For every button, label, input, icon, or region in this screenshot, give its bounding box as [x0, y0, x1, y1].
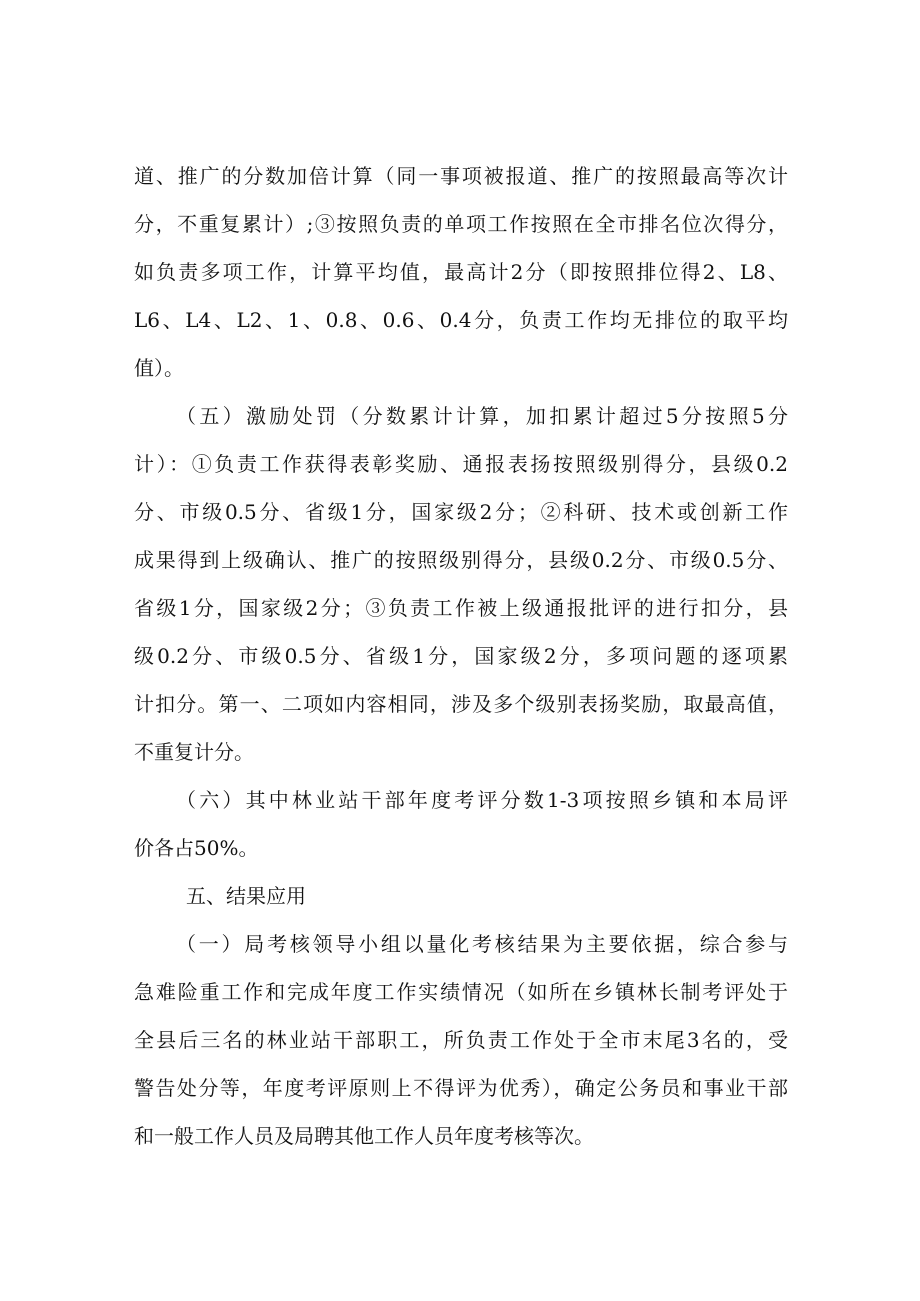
text-line: 计扣分。第一、二项如内容相同，涉及多个级别表扬奖励，取最高值， — [134, 692, 788, 716]
text-line: 分、市级0.5分、省级1分，国家级2分；②科研、技术或创新工作 — [134, 500, 788, 524]
text-line: 警告处分等，年度考评原则上不得评为优秀），确定公务员和事业干部 — [134, 1076, 788, 1100]
section-heading — [134, 872, 788, 920]
section-title: 五、结果应用 — [186, 884, 306, 908]
text-line: （一）局考核领导小组以量化考核结果为主要依据，综合参与 — [176, 932, 788, 956]
text-line: 全县后三名的林业站干部职工，所负责工作处于全市末尾3名的，受 — [134, 1028, 788, 1052]
text-line: （六）其中林业站干部年度考评分数1-3项按照乡镇和本局评 — [176, 788, 788, 812]
paragraph-incentive-penalty — [134, 392, 788, 776]
text-line: 计）：①负责工作获得表彰奖励、通报表扬按照级别得分，县级0.2 — [134, 452, 788, 476]
text-line: 值）。 — [134, 356, 184, 380]
paragraph-continuation — [134, 152, 788, 392]
text-line: 价各占50%。 — [134, 836, 259, 860]
text-line: 级0.2分、市级0.5分、省级1分，国家级2分，多项问题的逐项累 — [134, 644, 788, 668]
document-body — [134, 152, 788, 1160]
text-line: 急难险重工作和完成年度工作实绩情况（如所在乡镇林长制考评处于 — [134, 980, 788, 1004]
text-line: 省级1分，国家级2分；③负责工作被上级通报批评的进行扣分，县 — [134, 596, 788, 620]
text-line: 道、推广的分数加倍计算（同一事项被报道、推广的按照最高等次计 — [134, 164, 788, 188]
text-line: 和一般工作人员及局聘其他工作人员年度考核等次。 — [134, 1124, 594, 1148]
text-line: 如负责多项工作，计算平均值，最高计2分（即按照排位得2、L8、 — [134, 260, 788, 284]
paragraph-result-application — [134, 920, 788, 1160]
text-line: 分，不重复累计）;③按照负责的单项工作按照在全市排名位次得分， — [134, 212, 788, 236]
text-line: 成果得到上级确认、推广的按照级别得分，县级0.2分、市级0.5分、 — [134, 548, 788, 572]
text-line: L6、L4、L2、1、0.8、0.6、0.4分，负责工作均无排位的取平均 — [134, 308, 788, 332]
paragraph-forestry-station — [134, 776, 788, 872]
text-line: （五）激励处罚（分数累计计算，加扣累计超过5分按照5分 — [176, 404, 788, 428]
text-line: 不重复计分。 — [134, 740, 254, 764]
